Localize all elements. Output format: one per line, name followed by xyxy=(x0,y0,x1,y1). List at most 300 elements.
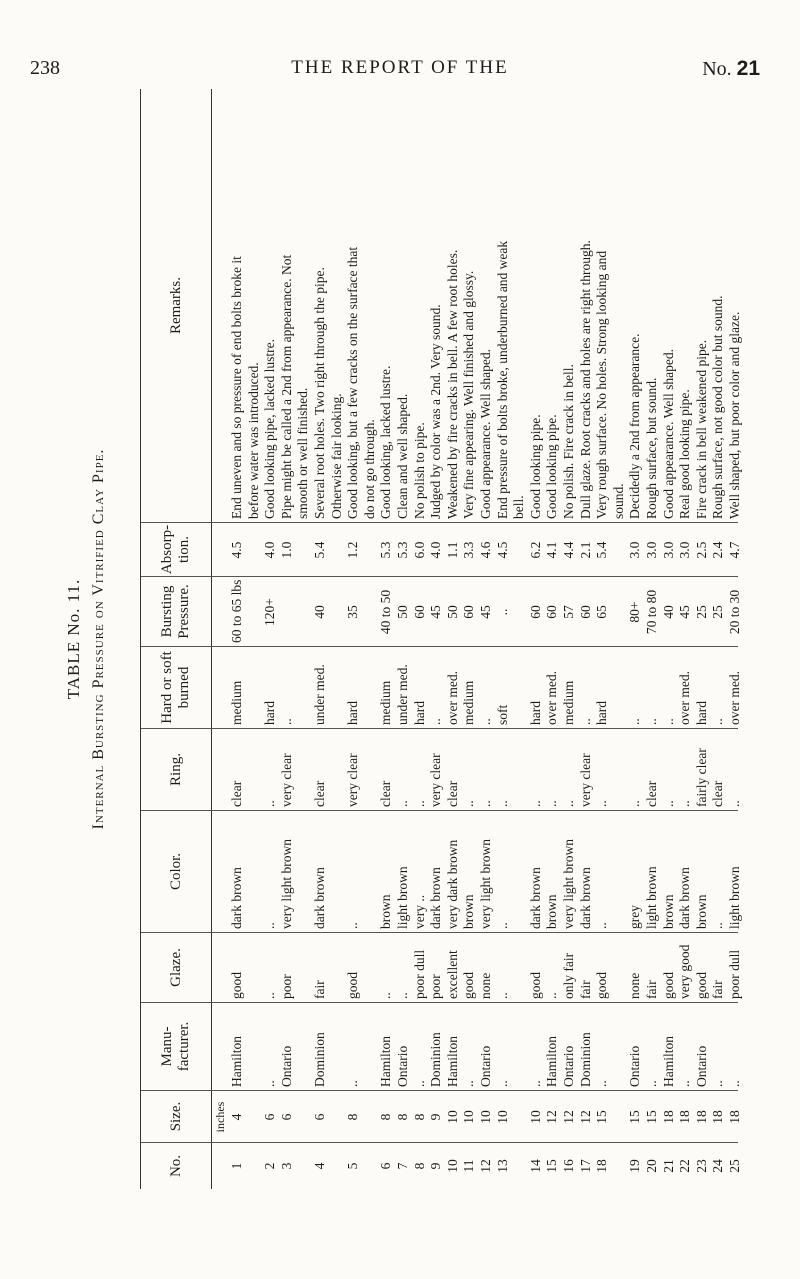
cell-ring: .. xyxy=(411,800,427,807)
cell-hard: soft xyxy=(494,704,510,725)
cell-maker: Ontario xyxy=(627,1045,643,1087)
cell-ring: very clear xyxy=(577,753,593,807)
cell-glaze: poor dull xyxy=(411,949,427,999)
cell-glaze: good xyxy=(229,972,244,999)
cell-remarks: End pressure of bolts broke, underburned and weak xyxy=(494,240,510,519)
cell-hard: .. xyxy=(660,718,676,725)
cell-abs: 1.0 xyxy=(278,541,294,559)
cell-color: .. xyxy=(494,922,510,929)
cell-no: 18 xyxy=(594,1159,610,1173)
cell-color: grey xyxy=(627,905,643,929)
page-header xyxy=(0,0,800,80)
column-header-label: Glaze. xyxy=(167,948,184,987)
cell-no: 3 xyxy=(278,1162,294,1170)
cell-abs: 2.4 xyxy=(710,541,726,559)
cell-glaze: only fair xyxy=(561,952,576,999)
cell-size: 18 xyxy=(660,1110,676,1124)
issue-number xyxy=(702,57,760,81)
cell-abs: 1.1 xyxy=(444,541,460,559)
table-row xyxy=(329,89,345,1189)
cell-burst: 20 to 30 xyxy=(727,589,742,635)
cell-glaze: poor dull xyxy=(727,949,742,999)
cell-glaze: .. xyxy=(544,992,560,999)
cell-ring: .. xyxy=(627,800,643,807)
table-row xyxy=(478,89,494,1189)
cell-hard: medium xyxy=(229,680,244,725)
cell-ring: clear xyxy=(378,780,394,807)
cell-maker: .. xyxy=(594,1080,610,1087)
cell-glaze: good xyxy=(345,972,361,999)
cell-no: 10 xyxy=(444,1159,460,1173)
cell-burst: 25 xyxy=(710,605,726,619)
table-row xyxy=(544,89,560,1189)
cell-remarks: Rough surface, but sound. xyxy=(644,377,659,519)
table-row xyxy=(362,89,378,1189)
cell-hard: over med. xyxy=(544,671,560,725)
column-header-label: Manu- facturer. xyxy=(159,1021,192,1072)
cell-glaze: none xyxy=(478,972,493,999)
cell-maker: Dominion xyxy=(312,1032,327,1087)
table-row xyxy=(345,89,361,1189)
cell-remarks: Clean and well shaped. xyxy=(395,393,410,519)
cell-burst: 60 xyxy=(544,605,560,619)
cell-no: 15 xyxy=(544,1159,560,1173)
cell-burst: 60 xyxy=(577,605,593,619)
cell-remarks: do not go through. xyxy=(361,419,377,519)
cell-maker: .. xyxy=(727,1080,742,1087)
cell-size: 6 xyxy=(262,1113,278,1121)
cell-glaze: poor xyxy=(428,974,444,999)
cell-abs: 1.2 xyxy=(345,541,361,559)
cell-no: 11 xyxy=(461,1159,477,1173)
cell-ring: .. xyxy=(262,800,278,807)
cell-burst: 60 to 65 lbs xyxy=(229,579,244,643)
cell-abs: 5.4 xyxy=(594,541,610,559)
cell-color: brown xyxy=(461,894,477,929)
cell-no: 9 xyxy=(428,1162,444,1170)
cell-burst: 60 xyxy=(461,605,477,619)
issue-number-value: 21 xyxy=(736,57,760,80)
table-row xyxy=(677,89,693,1189)
cell-abs: 4.5 xyxy=(494,541,510,559)
column-header-label: Hard or soft burned xyxy=(159,651,192,724)
cell-ring: clear xyxy=(444,780,460,807)
cell-maker: Ontario xyxy=(478,1045,493,1087)
cell-ring: .. xyxy=(594,800,610,807)
column-header-burst xyxy=(141,577,211,647)
cell-remarks: No polish to pipe. xyxy=(411,422,427,519)
table-row xyxy=(561,89,577,1189)
cell-color: .. xyxy=(262,922,278,929)
cell-remarks: Good looking, but a few cracks on the surface that xyxy=(345,246,361,519)
cell-remarks: Good appearance. Well shaped. xyxy=(660,349,676,519)
cell-glaze: excellent xyxy=(444,950,460,999)
table-row xyxy=(395,89,411,1189)
column-header-maker xyxy=(141,1003,211,1091)
cell-glaze: good xyxy=(527,972,543,999)
cell-hard: .. xyxy=(278,718,294,725)
table-row xyxy=(644,89,660,1189)
cell-remarks: Good looking, lacked lustre. xyxy=(378,365,394,519)
column-header-label: Size. xyxy=(167,1101,184,1132)
cell-burst: 80+ xyxy=(627,601,643,623)
column-header-remarks xyxy=(141,89,211,523)
cell-remarks: Good appearance. Well shaped. xyxy=(478,349,493,519)
cell-burst: 25 xyxy=(693,605,709,619)
table-row xyxy=(279,89,295,1189)
cell-color: dark brown xyxy=(312,867,327,929)
cell-ring: .. xyxy=(727,800,742,807)
column-header-glaze xyxy=(141,933,211,1003)
cell-maker: .. xyxy=(494,1080,510,1087)
cell-ring: .. xyxy=(677,800,693,807)
table-row xyxy=(578,89,594,1189)
cell-hard: hard xyxy=(262,701,278,725)
table-row xyxy=(461,89,477,1189)
cell-size: 9 xyxy=(428,1113,444,1121)
cell-ring: clear xyxy=(229,780,244,807)
cell-color: brown xyxy=(544,894,560,929)
cell-no: 7 xyxy=(395,1162,410,1170)
cell-size: 10 xyxy=(494,1110,510,1124)
cell-abs: 6.2 xyxy=(527,541,543,559)
cell-remarks: Otherwise fair looking. xyxy=(328,393,344,519)
cell-ring: .. xyxy=(395,800,410,807)
cell-remarks: Very fine appearing. Well finished and glossy. xyxy=(461,270,477,519)
table-row xyxy=(312,89,328,1189)
cell-remarks: Real good looking pipe. xyxy=(677,389,693,519)
cell-hard: hard xyxy=(693,701,709,725)
cell-no: 2 xyxy=(262,1162,278,1170)
cell-color: very light brown xyxy=(478,839,493,929)
cell-size: 18 xyxy=(693,1110,709,1124)
cell-remarks: Good looking pipe. xyxy=(527,414,543,519)
cell-color: brown xyxy=(378,894,394,929)
running-title: THE REPORT OF THE xyxy=(291,57,509,78)
cell-no: 22 xyxy=(677,1159,693,1173)
cell-abs: 4.6 xyxy=(478,541,493,559)
column-header-label: Bursting Pressure. xyxy=(159,584,192,639)
cell-remarks: Several root holes. Two right through the pipe. xyxy=(312,267,327,519)
cell-no: 16 xyxy=(561,1159,576,1173)
cell-burst: 70 to 80 xyxy=(644,589,659,635)
cell-burst: 45 xyxy=(478,605,493,619)
cell-glaze: .. xyxy=(494,992,510,999)
cell-hard: under med. xyxy=(312,664,327,725)
cell-abs: 3.0 xyxy=(677,541,693,559)
cell-remarks: Dull glaze. Root cracks and holes are right through. xyxy=(577,240,593,519)
table-header-row xyxy=(140,89,212,1189)
column-header-label: Remarks. xyxy=(167,276,184,335)
cell-remarks: No polish. Fire crack in bell. xyxy=(561,364,576,519)
cell-color: .. xyxy=(710,922,726,929)
cell-maker: .. xyxy=(677,1080,693,1087)
cell-remarks: smooth or well finished. xyxy=(295,387,311,519)
table-row xyxy=(378,89,394,1189)
column-header-color xyxy=(141,811,211,933)
cell-glaze: poor xyxy=(278,974,294,999)
cell-ring: .. xyxy=(544,800,560,807)
cell-abs: 4.7 xyxy=(727,541,742,559)
cell-burst: 120+ xyxy=(262,598,278,626)
cell-color: dark brown xyxy=(527,867,543,929)
cell-color: dark brown xyxy=(229,867,244,929)
cell-size: 18 xyxy=(710,1110,726,1124)
table-row xyxy=(661,89,677,1189)
cell-burst: 50 xyxy=(395,605,410,619)
table-row xyxy=(428,89,444,1189)
cell-ring: .. xyxy=(660,800,676,807)
column-header-label: No. xyxy=(167,1154,184,1178)
table-row xyxy=(727,89,743,1189)
cell-glaze: fair xyxy=(577,980,593,999)
cell-no: 17 xyxy=(577,1159,593,1173)
cell-remarks: bell. xyxy=(511,495,527,519)
cell-color: light brown xyxy=(727,866,742,929)
cell-burst: 40 xyxy=(660,605,676,619)
cell-size: 10 xyxy=(444,1110,460,1124)
cell-size: 15 xyxy=(627,1110,643,1124)
cell-size: 10 xyxy=(478,1110,493,1124)
cell-abs: 6.0 xyxy=(411,541,427,559)
cell-hard: over med. xyxy=(444,671,460,725)
bursting-pressure-table xyxy=(140,89,742,1189)
cell-size: 12 xyxy=(544,1110,560,1124)
column-header-label: Ring. xyxy=(167,753,184,786)
cell-burst: 65 xyxy=(594,605,610,619)
table-title: TABLE No. 11. xyxy=(64,578,83,700)
table-row xyxy=(511,89,527,1189)
cell-no: 12 xyxy=(478,1159,493,1173)
cell-burst: 35 xyxy=(345,605,361,619)
cell-remarks: sound. xyxy=(610,483,626,519)
cell-size: 10 xyxy=(461,1110,477,1124)
cell-hard: medium xyxy=(561,680,576,725)
cell-remarks: before water was introduced. xyxy=(245,362,261,519)
cell-remarks: Good looking pipe. xyxy=(544,414,560,519)
cell-ring: .. xyxy=(561,800,576,807)
cell-maker: .. xyxy=(461,1080,477,1087)
table-row xyxy=(246,89,262,1189)
cell-color: very light brown xyxy=(561,839,576,929)
cell-maker: Dominion xyxy=(577,1032,593,1087)
cell-no: 21 xyxy=(660,1159,676,1173)
cell-color: very dark brown xyxy=(444,839,460,929)
table-row xyxy=(295,89,311,1189)
cell-no: 24 xyxy=(710,1159,726,1173)
cell-glaze: fair xyxy=(312,980,327,999)
cell-glaze: fair xyxy=(644,980,659,999)
cell-hard: hard xyxy=(594,701,610,725)
rotated-table-page xyxy=(62,89,742,1189)
cell-hard: medium xyxy=(378,680,394,725)
cell-maker: Hamilton xyxy=(378,1036,394,1087)
table-row xyxy=(528,89,544,1189)
cell-color: very .. xyxy=(411,894,427,929)
cell-burst: 45 xyxy=(677,605,693,619)
table-row xyxy=(694,89,710,1189)
cell-hard: .. xyxy=(577,718,593,725)
cell-remarks: Well shaped, but poor color and glaze. xyxy=(727,311,742,519)
cell-glaze: good xyxy=(660,972,676,999)
column-header-label: Absorp- tion. xyxy=(159,524,192,575)
table-row xyxy=(594,89,610,1189)
cell-ring: very clear xyxy=(428,753,444,807)
cell-maker: .. xyxy=(262,1080,278,1087)
cell-color: dark brown xyxy=(677,867,693,929)
cell-color: light brown xyxy=(644,866,659,929)
cell-remarks: Very rough surface. No holes. Strong looking and xyxy=(594,250,610,519)
cell-hard: hard xyxy=(527,701,543,725)
cell-size: 18 xyxy=(727,1110,742,1124)
cell-abs: 3.0 xyxy=(627,541,643,559)
page-number: 238 xyxy=(30,57,60,79)
cell-no: 4 xyxy=(312,1162,327,1170)
cell-color: dark brown xyxy=(577,867,593,929)
cell-no: 13 xyxy=(494,1159,510,1173)
cell-ring: very clear xyxy=(345,753,361,807)
cell-abs: 4.0 xyxy=(428,541,444,559)
cell-maker: Hamilton xyxy=(660,1036,676,1087)
cell-no: 5 xyxy=(345,1162,361,1170)
cell-maker: Ontario xyxy=(561,1045,576,1087)
cell-maker: Hamilton xyxy=(444,1036,460,1087)
size-unit: inches xyxy=(213,1101,227,1133)
cell-glaze: good xyxy=(594,972,610,999)
cell-size: 10 xyxy=(527,1110,543,1124)
cell-color: .. xyxy=(594,922,610,929)
cell-hard: hard xyxy=(345,701,361,725)
cell-size: 15 xyxy=(594,1110,610,1124)
cell-burst: 57 xyxy=(561,605,576,619)
table-row xyxy=(495,89,511,1189)
column-header-abs xyxy=(141,523,211,577)
cell-maker: Dominion xyxy=(428,1032,444,1087)
table-row xyxy=(262,89,278,1189)
table-row xyxy=(627,89,643,1189)
cell-remarks: Good looking pipe, lacked lustre. xyxy=(262,339,278,519)
cell-maker: Ontario xyxy=(278,1045,294,1087)
cell-burst: 60 xyxy=(527,605,543,619)
cell-no: 6 xyxy=(378,1162,394,1170)
cell-size: 12 xyxy=(577,1110,593,1124)
cell-no: 1 xyxy=(229,1162,244,1170)
cell-glaze: very good xyxy=(677,944,693,999)
cell-glaze: good xyxy=(461,972,477,999)
column-header-ring xyxy=(141,729,211,811)
cell-burst: 50 xyxy=(444,605,460,619)
cell-ring: clear xyxy=(644,780,659,807)
cell-ring: .. xyxy=(494,800,510,807)
cell-abs: 4.0 xyxy=(262,541,278,559)
column-header-hard xyxy=(141,647,211,729)
issue-prefix: No. xyxy=(702,58,732,80)
cell-color: .. xyxy=(345,922,361,929)
cell-remarks: Fire crack in bell weakened pipe. xyxy=(693,339,709,519)
cell-size: 8 xyxy=(345,1113,361,1121)
column-header-size xyxy=(141,1091,211,1143)
cell-abs: 3.0 xyxy=(644,541,659,559)
cell-color: very light brown xyxy=(278,839,294,929)
cell-remarks: Judged by color was a 2nd. Very sound. xyxy=(428,304,444,519)
cell-maker: .. xyxy=(644,1080,659,1087)
cell-ring: .. xyxy=(527,800,543,807)
cell-abs: 5.3 xyxy=(378,541,394,559)
table-row xyxy=(445,89,461,1189)
cell-abs: 2.5 xyxy=(693,541,709,559)
cell-size: 8 xyxy=(395,1113,410,1121)
cell-abs: 3.3 xyxy=(461,541,477,559)
table-subtitle: Internal Bursting Pressure on Vitrified Clay Pipe. xyxy=(90,448,107,830)
cell-maker: Hamilton xyxy=(544,1036,560,1087)
cell-maker: Ontario xyxy=(395,1045,410,1087)
cell-maker: .. xyxy=(710,1080,726,1087)
cell-hard: hard xyxy=(411,701,427,725)
cell-remarks: End uneven and so pressure of end bolts broke it xyxy=(229,256,244,519)
cell-burst: .. xyxy=(494,608,510,616)
cell-size: 8 xyxy=(411,1113,427,1121)
cell-ring: fairly clear xyxy=(693,748,709,807)
cell-ring: .. xyxy=(478,800,493,807)
cell-size: 6 xyxy=(278,1113,294,1121)
cell-burst: 60 xyxy=(411,605,427,619)
cell-abs: 5.4 xyxy=(312,541,327,559)
cell-maker: .. xyxy=(411,1080,427,1087)
cell-abs: 4.5 xyxy=(229,541,244,559)
table-row xyxy=(710,89,726,1189)
cell-maker: .. xyxy=(345,1080,361,1087)
cell-ring: clear xyxy=(312,780,327,807)
cell-abs: 3.0 xyxy=(660,541,676,559)
cell-no: 19 xyxy=(627,1159,643,1173)
cell-color: brown xyxy=(693,894,709,929)
cell-size: 12 xyxy=(561,1110,576,1124)
cell-maker: Ontario xyxy=(693,1045,709,1087)
column-header-label: Color. xyxy=(167,852,184,891)
cell-hard: medium xyxy=(461,680,477,725)
cell-no: 23 xyxy=(693,1159,709,1173)
table-row xyxy=(412,89,428,1189)
cell-size: 6 xyxy=(312,1113,327,1121)
cell-abs: 5.3 xyxy=(395,541,410,559)
cell-hard: under med. xyxy=(395,664,410,725)
cell-hard: .. xyxy=(478,718,493,725)
cell-hard: .. xyxy=(627,718,643,725)
cell-remarks: Decidedly a 2nd from appearance. xyxy=(627,333,643,519)
cell-no: 8 xyxy=(411,1162,427,1170)
column-header-no xyxy=(141,1143,211,1189)
table-body xyxy=(211,89,742,1189)
cell-no: 20 xyxy=(644,1159,659,1173)
cell-hard: .. xyxy=(644,718,659,725)
cell-remarks: Weakened by fire cracks in bell. A few root holes. xyxy=(444,249,460,519)
cell-glaze: none xyxy=(627,972,643,999)
cell-no: 25 xyxy=(727,1159,742,1173)
cell-ring: .. xyxy=(461,800,477,807)
cell-abs: 4.4 xyxy=(561,541,576,559)
cell-glaze: .. xyxy=(378,992,394,999)
cell-hard: over med. xyxy=(677,671,693,725)
cell-size: 4 xyxy=(229,1113,244,1121)
table-row xyxy=(229,89,245,1189)
cell-color: light brown xyxy=(395,866,410,929)
cell-glaze: fair xyxy=(710,980,726,999)
cell-color: brown xyxy=(660,894,676,929)
cell-size: 18 xyxy=(677,1110,693,1124)
cell-burst: 40 xyxy=(312,605,327,619)
cell-burst: 40 to 50 xyxy=(378,589,394,635)
cell-abs: 4.1 xyxy=(544,541,560,559)
